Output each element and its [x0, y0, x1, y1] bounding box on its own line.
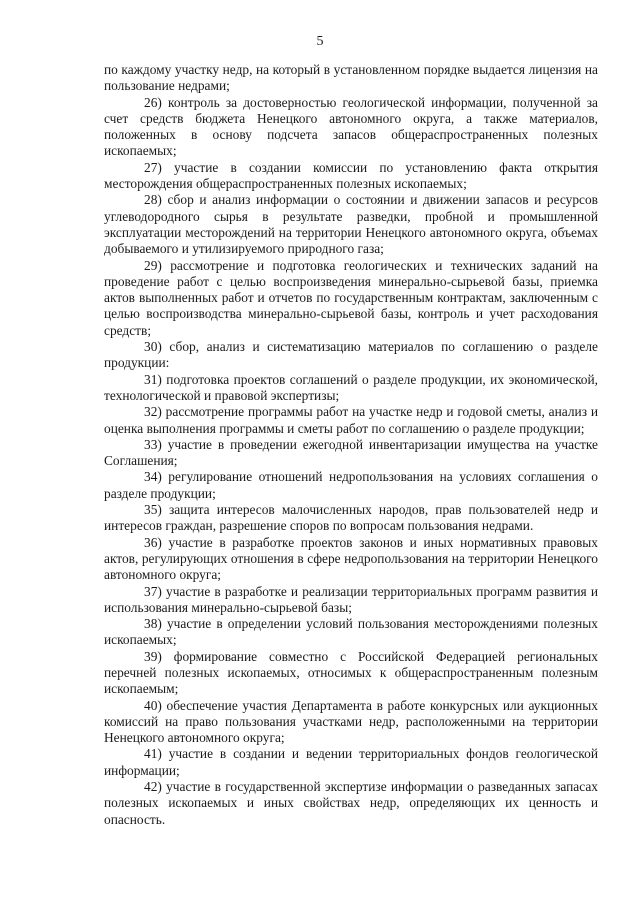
paragraph: 35) защита интересов малочисленных народов, прав пользователей недр и интересов граждан, разрешение споров по вопросам пользования недрами. — [104, 502, 598, 534]
paragraph: 29) рассмотрение и подготовка геологических и технических заданий на проведение работ с целью воспроизведения минерально-сырьевой базы, приемка актов выполненных работ и отчетов по государственным контрактам, заключенным с целью воспроизводства минерально-сырьевой базы, контроль и учет расходования средств; — [104, 257, 598, 338]
paragraph: 33) участие в проведении ежегодной инвентаризации имущества на участке Соглашения; — [104, 436, 598, 469]
paragraph: 26) контроль за достоверностью геологической информации, полученной за счет средств бюджета Ненецкого автономного округа, а также материалов, положенных в основу подсчета запасов общераспространенных полезных ископаемых; — [104, 94, 598, 159]
paragraph: 41) участие в создании и ведении территориальных фондов геологической информации; — [104, 746, 598, 778]
document-body — [104, 62, 598, 828]
paragraph: 42) участие в государственной экспертизе информации о разведанных запасах полезных ископаемых и иных свойствах недр, определяющих их ценность и опасность. — [104, 779, 598, 827]
paragraph: по каждому участку недр, на который в установленном порядке выдается лицензия на пользование недрами; — [104, 62, 598, 94]
paragraph: 28) сбор и анализ информации о состоянии и движении запасов и ресурсов углеводородного сырья в результате разведки, пробной и промышленной эксплуатации месторождений на территории Ненецкого автономного округа, объемах добываемого и утилизируемого природного газа; — [104, 192, 598, 257]
paragraph: 27) участие в создании комиссии по установлению факта открытия месторождения общераспространенных полезных ископаемых; — [104, 159, 598, 192]
paragraph: 38) участие в определении условий пользования месторождениями полезных ископаемых; — [104, 616, 598, 648]
page-number: 5 — [316, 34, 324, 49]
paragraph: 39) формирование совместно с Российской Федерацией региональных перечней полезных ископаемых, относимых к общераспространенным полезным ископаемым; — [104, 648, 598, 697]
paragraph: 40) обеспечение участия Департамента в работе конкурсных или аукционных комиссий на право пользования участками недр, расположенными на территории Ненецкого автономного округа; — [104, 697, 598, 746]
paragraph: 37) участие в разработке и реализации территориальных программ развития и использования минерально-сырьевой базы; — [104, 583, 598, 615]
paragraph: 34) регулирование отношений недропользования на условиях соглашения о разделе продукции; — [104, 469, 598, 501]
paragraph: 31) подготовка проектов соглашений о разделе продукции, их экономической, технологической и правовой экспертизы; — [104, 371, 598, 403]
paragraph: 36) участие в разработке проектов законов и иных нормативных правовых актов, регулирующих отношения в сфере недропользования на территории Ненецкого автономного округа; — [104, 534, 598, 583]
paragraph: 30) сбор, анализ и систематизацию материалов по соглашению о разделе продукции: — [104, 339, 598, 371]
paragraph: 32) рассмотрение программы работ на участке недр и годовой сметы, анализ и оценка выполнения программы и сметы работ по соглашению о разделе продукции; — [104, 404, 598, 436]
